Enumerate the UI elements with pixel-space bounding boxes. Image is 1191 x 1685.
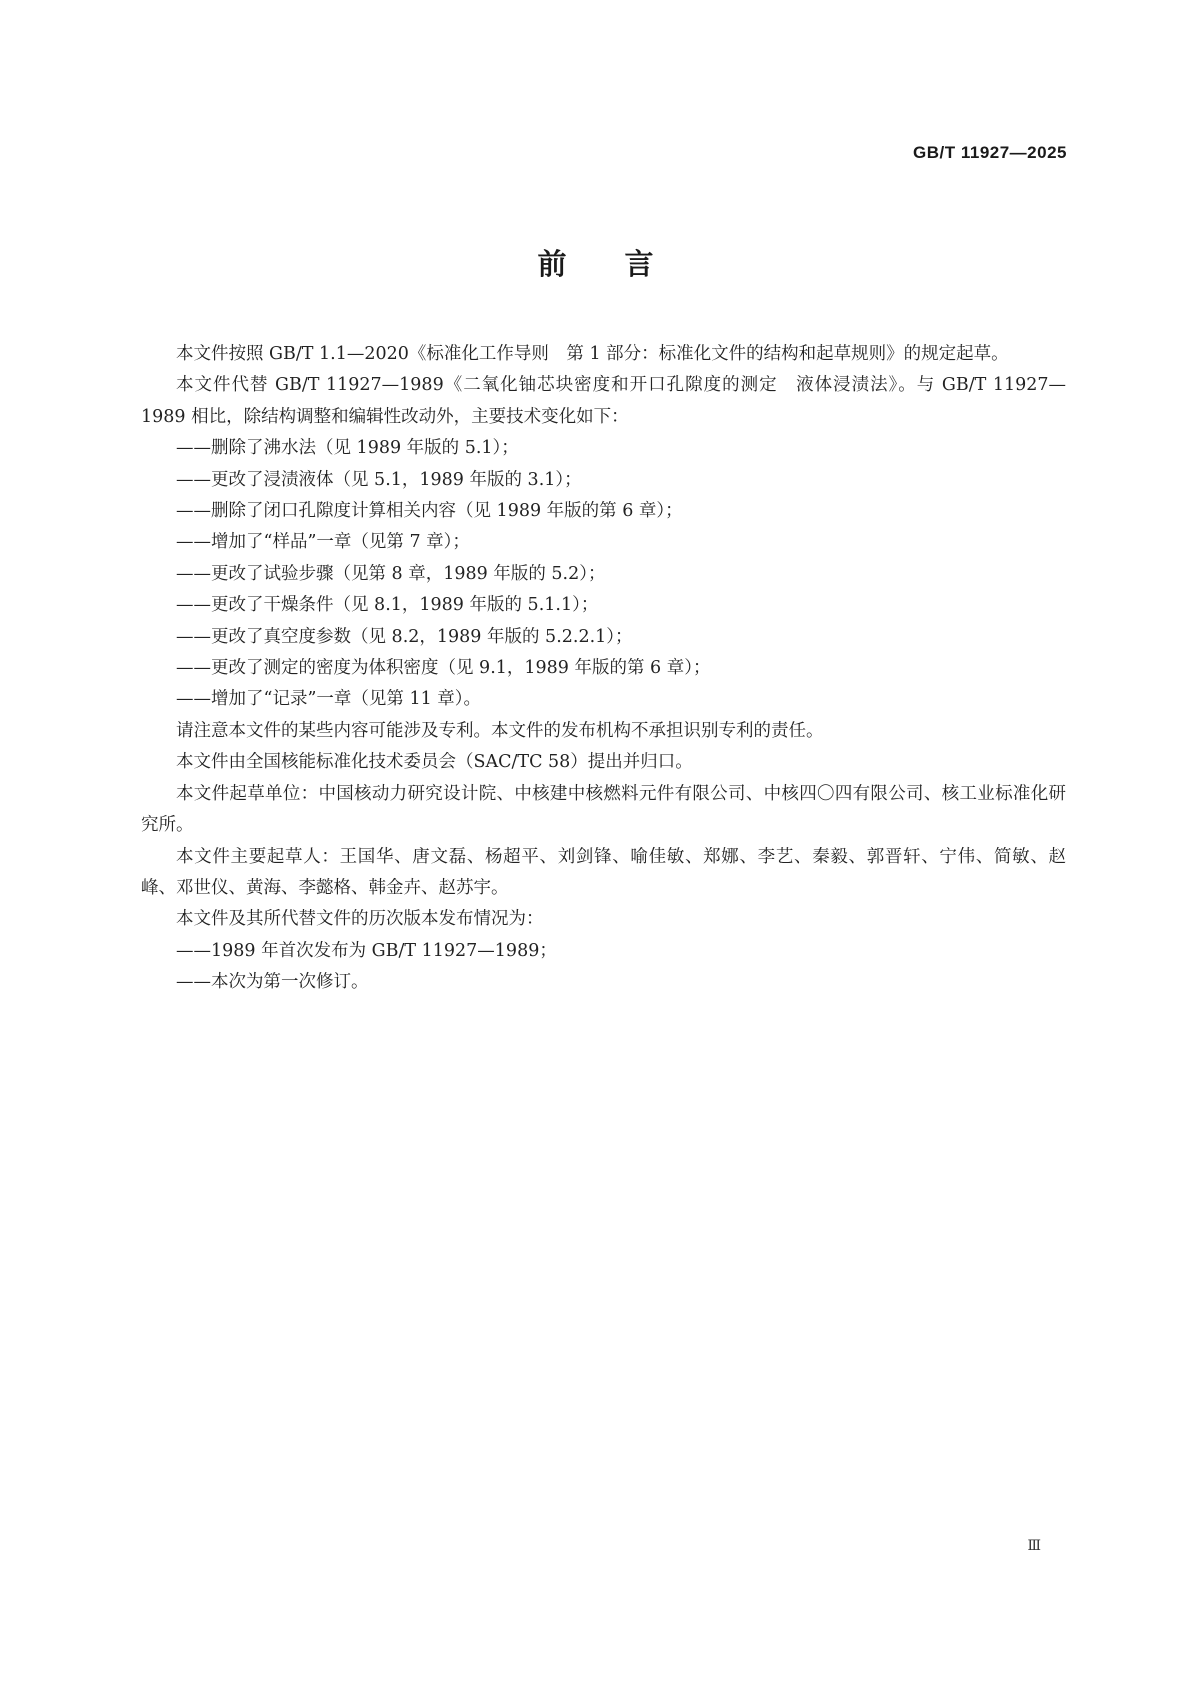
list-item-change: ——更改了干燥条件（见 8.1，1989 年版的 5.1.1）； — [176, 595, 599, 616]
paragraph-proposer: 本文件由全国核能标准化技术委员会（SAC/TC 58）提出并归口。 — [176, 752, 693, 773]
list-item-change: ——增加了“样品”一章（见第 7 章）； — [176, 532, 470, 553]
list-item-history: ——1989 年首次发布为 GB/T 11927—1989； — [176, 940, 557, 961]
foreword-body — [141, 339, 1066, 999]
paragraph-drafting-units: 本文件起草单位：中国核动力研究设计院、中核建中核燃料元件有限公司、中核四〇四有限公司、核工业标准化研究所。 — [141, 783, 1066, 836]
list-item-change: ——更改了测定的密度为体积密度（见 9.1，1989 年版的第 6 章）； — [176, 658, 711, 679]
paragraph-patent-notice: 请注意本文件的某些内容可能涉及专利。本文件的发布机构不承担识别专利的责任。 — [176, 720, 824, 741]
page-title: 前言 — [537, 247, 712, 281]
list-item-change: ——更改了真空度参数（见 8.2，1989 年版的 5.2.2.1）； — [176, 626, 633, 647]
list-item-change: ——增加了“记录”一章（见第 11 章）。 — [176, 689, 482, 710]
paragraph-drafting-rules: 本文件按照 GB/T 1.1—2020《标准化工作导则 第 1 部分：标准化文件的结构和起草规则》的规定起草。 — [176, 344, 1009, 364]
list-item-change: ——删除了沸水法（见 1989 年版的 5.1）； — [176, 438, 519, 459]
list-item-change: ——更改了试验步骤（见第 8 章，1989 年版的 5.2）； — [176, 563, 606, 584]
page-number: Ⅲ — [1027, 1538, 1041, 1554]
paragraph-replacement: 本文件代替 GB/T 11927—1989《二氧化铀芯块密度和开口孔隙度的测定 液体浸渍法》。与 GB/T 11927—1989 相比，除结构调整和编辑性改动外，主要技术变化如下： — [141, 375, 1066, 427]
paragraph-version-history: 本文件及其所代替文件的历次版本发布情况为： — [176, 909, 544, 930]
paragraph-drafters: 本文件主要起草人：王国华、唐文磊、杨超平、刘剑锋、喻佳敏、郑娜、李艺、秦毅、郭晋轩、宁伟、简敏、赵峰、邓世仪、黄海、李懿格、韩金卉、赵苏宇。 — [141, 846, 1066, 898]
list-item-change: ——更改了浸渍液体（见 5.1，1989 年版的 3.1）； — [176, 469, 582, 490]
list-item-history: ——本次为第一次修订。 — [176, 972, 369, 993]
list-item-change: ——删除了闭口孔隙度计算相关内容（见 1989 年版的第 6 章）； — [176, 501, 683, 522]
document-code: GB/T 11927—2025 — [913, 143, 1067, 162]
